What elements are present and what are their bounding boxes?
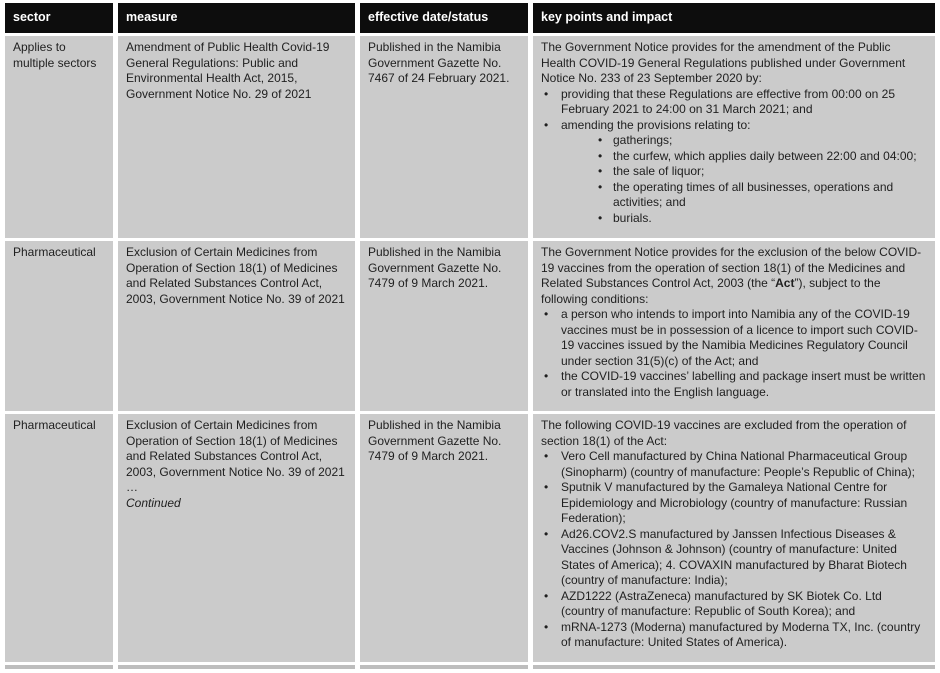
list-item	[541, 87, 927, 118]
list-item: • a person who intends to import into Namibia any of the COVID-19 vaccines must be in possession of a licence to import such COVID-19 vaccines issued by the Namibia Medicines Regulatory Council under section 31(5)(c) of the Act; and	[541, 307, 927, 369]
column-header-key-points-impact: key points and impact	[533, 3, 935, 33]
row3-status-cell	[360, 414, 528, 662]
row2-intro-post: ”), subject to the following conditions:	[541, 276, 881, 306]
table-row	[5, 36, 935, 238]
table-header-row	[5, 3, 935, 33]
table-row	[5, 241, 935, 411]
row2-intro-pre: The Government Notice provides for the exclusion of the below COVID-19 vaccines from the operation of section 18(1) of the Medicines and Related Substances Control Act, 2003 (the “	[541, 245, 922, 290]
row3-sector-text: Pharmaceutical	[13, 418, 96, 432]
list-item: • Ad26.COV2.S manufactured by Janssen Infectious Diseases & Vaccines (Johnson & Johnson) (country of manufacture: United States of America); 4. COVAXIN manufactured by Bharat Biotech (country of manufacture: India);	[541, 527, 927, 589]
list-item: • the curfew, which applies daily between 22:00 and 04:00;	[561, 149, 927, 165]
row1-bullet-list	[541, 87, 927, 227]
list-item: • the COVID-19 vaccines’ labelling and package insert must be written or translated into the English language.	[541, 369, 927, 400]
row3-bullet-list	[541, 449, 927, 651]
row2-status-text: Published in the Namibia Government Gazette No. 7479 of 9 March 2021.	[368, 245, 502, 290]
row2-sector-text: Pharmaceutical	[13, 245, 96, 259]
row1-status-text: Published in the Namibia Government Gazette No. 7467 of 24 February 2021.	[368, 40, 510, 85]
row1-bullet-2-text: amending the provisions relating to:	[561, 117, 751, 132]
next-table-row-sliver	[5, 665, 935, 669]
row2-measure-text: Exclusion of Certain Medicines from Operation of Section 18(1) of Medicines and Related Substances Control Act, 2003, Government Notice No. 39 of 2021	[126, 245, 345, 306]
row1-status-cell	[360, 36, 528, 238]
column-header-sector: sector	[5, 3, 113, 33]
row2-keypoints-cell	[533, 241, 935, 411]
row3-measure-cell	[118, 414, 355, 662]
row1-sub-bullet-list	[561, 133, 927, 226]
sliver-cell	[5, 665, 113, 669]
row2-status-cell	[360, 241, 528, 411]
row1-sector-text: Applies to multiple sectors	[13, 40, 97, 70]
row1-measure-cell	[118, 36, 355, 238]
row2-sector-cell	[5, 241, 113, 411]
column-header-effective-date-status: effective date/status	[360, 3, 528, 33]
row1-measure-text: Amendment of Public Health Covid-19 General Regulations: Public and Environmental Health Act, 2015, Government Notice No. 29 of 2021	[126, 40, 330, 101]
list-item: • mRNA-1273 (Moderna) manufactured by Moderna TX, Inc. (country of manufacture: United States of America).	[541, 620, 927, 651]
row1-keypoints-cell	[533, 36, 935, 238]
row2-bullet-list	[541, 307, 927, 400]
row3-measure-main: Exclusion of Certain Medicines from Operation of Section 18(1) of Medicines and Related Substances Control Act, 2003, Government Notice No. 39 of 2021 …	[126, 418, 345, 494]
list-item: • the operating times of all businesses, operations and activities; and	[561, 180, 927, 211]
row1-keypoints-intro: The Government Notice provides for the amendment of the Public Health COVID-19 General Regulations published under Government Notice No. 233 of 23 September 2020 by:	[541, 40, 906, 85]
table-row	[5, 414, 935, 662]
list-item: • AZD1222 (AstraZeneca) manufactured by SK Biotek Co. Ltd (country of manufacture: Republic of South Korea); and	[541, 589, 927, 620]
row2-intro-bold-act: Act	[775, 276, 795, 290]
list-item: • burials.	[561, 211, 927, 227]
row3-sector-cell	[5, 414, 113, 662]
row3-keypoints-intro: The following COVID-19 vaccines are excluded from the operation of section 18(1) of the Act:	[541, 418, 907, 448]
row3-measure-continued: Continued	[126, 495, 181, 510]
sliver-cell	[118, 665, 355, 669]
row1-bullet-1-text: providing that these Regulations are effective from 00:00 on 25 February 2021 to 24:00 on 31 March 2021; and	[561, 86, 895, 116]
list-item: • gatherings;	[561, 133, 927, 149]
sliver-cell	[533, 665, 935, 669]
row3-keypoints-cell	[533, 414, 935, 662]
list-item: • Sputnik V manufactured by the Gamaleya National Centre for Epidemiology and Microbiology (country of manufacture: Russian Federation);	[541, 480, 927, 527]
list-item: • the sale of liquor;	[561, 164, 927, 180]
sliver-cell	[360, 665, 528, 669]
column-header-measure: measure	[118, 3, 355, 33]
row2-measure-cell	[118, 241, 355, 411]
list-item: • Vero Cell manufactured by China National Pharmaceutical Group (Sinopharm) (country of manufacture: People’s Republic of China);	[541, 449, 927, 480]
row3-measure-text	[126, 418, 347, 511]
row3-status-text: Published in the Namibia Government Gazette No. 7479 of 9 March 2021.	[368, 418, 502, 463]
row2-keypoints-intro	[541, 245, 927, 307]
list-item	[541, 118, 927, 227]
row1-sector-cell	[5, 36, 113, 238]
